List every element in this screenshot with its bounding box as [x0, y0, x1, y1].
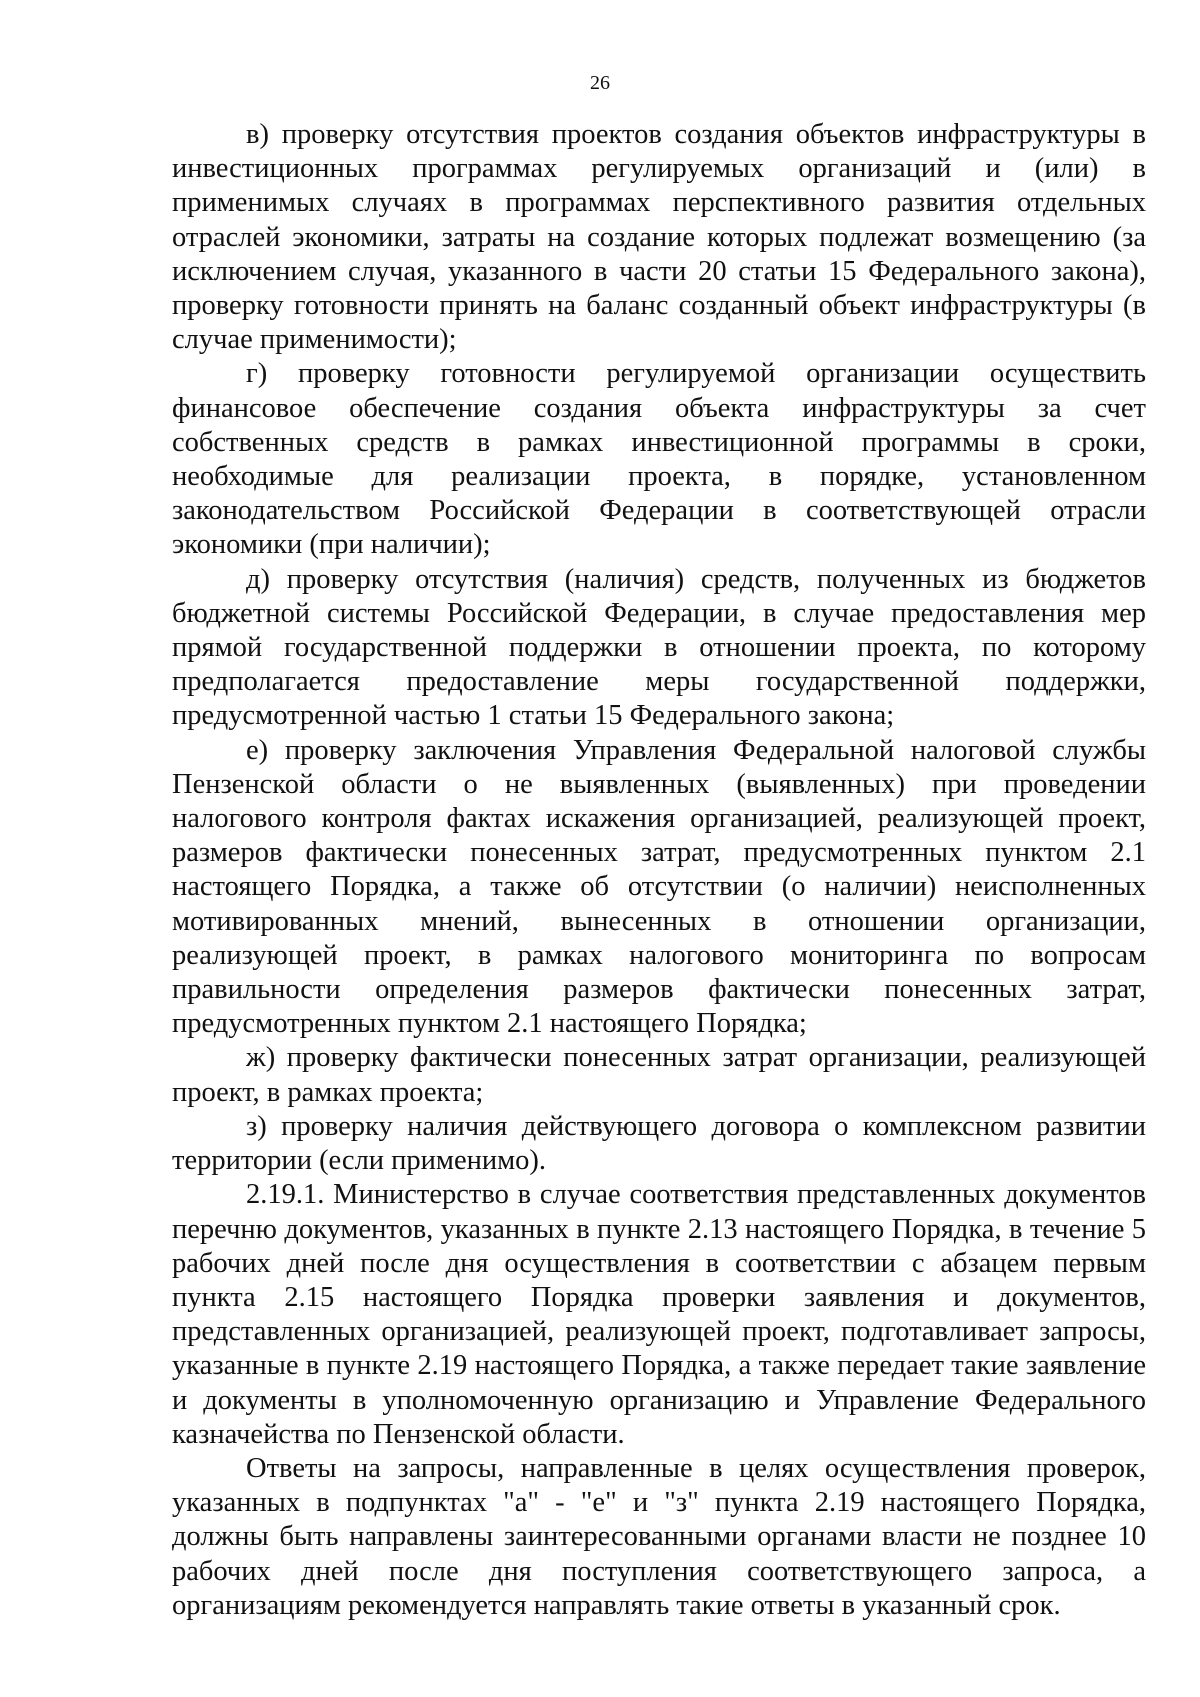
paragraph-g: г) проверку готовности регулируемой организации осуществить финансовое обеспечение создания объекта инфраструктуры за счет собственных средств в рамках инвестиционной программы в сроки, необходимые для реализации проекта, в порядке, установленном законодательством Российской Федерации в соответствующей отрасли экономики (при наличии); — [172, 358, 1146, 561]
document-body — [172, 118, 1146, 1623]
paragraph-responses: Ответы на запросы, направленные в целях осуществления проверок, указанных в подпунктах "а" - "е" и "з" пункта 2.19 настоящего Порядка, должны быть направлены заинтересованными органами власти не позднее 10 рабочих дней после дня поступления соответствующего запроса, а организациям рекомендуется направлять такие ответы в указанный срок. — [172, 1452, 1146, 1621]
paragraph-d: д) проверку отсутствия (наличия) средств, полученных из бюджетов бюджетной системы Российской Федерации, в случае предоставления мер прямой государственной поддержки в отношении проекта, по которому предполагается предоставление меры государственной поддержки, предусмотренной частью 1 статьи 15 Федерального закона; — [172, 563, 1146, 732]
paragraph-z: з) проверку наличия действующего договора о комплексном развитии территории (если применимо). — [172, 1110, 1146, 1177]
page-number: 26 — [590, 72, 610, 94]
paragraph-v: в) проверку отсутствия проектов создания объектов инфраструктуры в инвестиционных программах регулируемых организаций и (или) в применимых случаях в программах перспективного развития отдельных отраслей экономики, затраты на создание которых подлежат возмещению (за исключением случая, указанного в части 20 статьи 15 Федерального закона), проверку готовности принять на баланс созданный объект инфраструктуры (в случае применимости); — [172, 119, 1146, 356]
paragraph-e: е) проверку заключения Управления Федеральной налоговой службы Пензенской области о не выявленных (выявленных) при проведении налогового контроля фактах искажения организацией, реализующей проект, размеров фактически понесенных затрат, предусмотренных пунктом 2.1 настоящего Порядка, а также об отсутствии (о наличии) неисполненных мотивированных мнений, вынесенных в отношении организации, реализующей проект, в рамках налогового мониторинга по вопросам правильности определения размеров фактически понесенных затрат, предусмотренных пунктом 2.1 настоящего Порядка; — [172, 734, 1146, 1040]
paragraph-zh: ж) проверку фактически понесенных затрат организации, реализующей проект, в рамках проекта; — [172, 1042, 1146, 1108]
paragraph-2-19-1: 2.19.1. Министерство в случае соответствия представленных документов перечню документов, указанных в пункте 2.13 настоящего Порядка, в течение 5 рабочих дней после дня осуществления в соответствии с абзацем первым пункта 2.15 настоящего Порядка проверки заявления и документов, представленных организацией, реализующей проект, подготавливает запросы, указанные в пункте 2.19 настоящего Порядка, а также передает такие заявление и документы в уполномоченную организацию и Управление Федерального казначейства по Пензенской области. — [172, 1179, 1146, 1450]
